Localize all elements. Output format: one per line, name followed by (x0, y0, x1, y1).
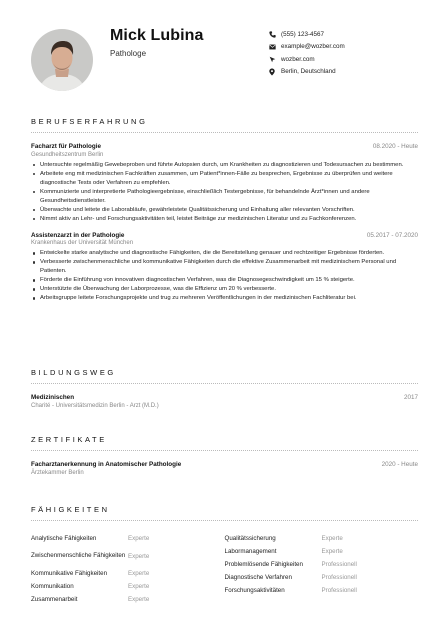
skill-item (225, 532, 419, 545)
job-title: Pathologe (110, 49, 147, 58)
job-dates: 08.2020 - Heute (372, 143, 418, 150)
certificate-issuer: Ärztekammer Berlin (31, 469, 84, 476)
section-divider (31, 450, 418, 451)
bullet-item: Nimmt aktiv an Lehr- und Forschungsaktivitäten teil, leistet Beiträge zur medizinischen Literatur und zu Fachkonferenzen. (31, 215, 418, 224)
skill-item (31, 545, 225, 567)
email-text: example@wozber.com (281, 43, 345, 51)
job-title: Assistenzarzt in der Pathologie (31, 231, 125, 239)
contact-list (268, 28, 345, 78)
contact-phone (268, 28, 345, 41)
link-icon (268, 55, 276, 63)
skill-name: Analytische Fähigkeiten (31, 534, 97, 542)
section-divider (31, 520, 418, 521)
contact-website[interactable] (268, 53, 345, 66)
bullet-item: Überwachte und leitete die Laborabläufe, gewährleistete Qualitätssicherung und Einhaltung aller relevanten Vorschriften. (31, 206, 418, 215)
bullet-item: Verbesserte zwischenmenschliche und kommunikative Fähigkeiten durch die effektive Zusammenarbeit mit medizinischem Personal und Patienten. (31, 258, 418, 276)
contact-location (268, 66, 345, 79)
section-title: BERUFSERFAHRUNG (31, 117, 148, 126)
certificates-section (31, 435, 418, 476)
skill-level: Experte (128, 596, 150, 603)
education-section (31, 368, 418, 409)
skill-name: Zusammenarbeit (31, 595, 78, 603)
certificate-date: 2020 - Heute (381, 461, 418, 468)
job-title: Facharzt für Pathologie (31, 143, 101, 150)
bullet-item: Unterstützte die Überwachung der Laborprozesse, was die Effizienz um 20 % verbesserte. (31, 285, 418, 294)
skill-name: Forschungsaktivitäten (224, 586, 285, 594)
skill-item (31, 532, 225, 545)
profile-photo (31, 29, 93, 91)
section-title: BILDUNGSWEG (31, 368, 116, 377)
skill-item (225, 545, 419, 558)
education-institution: Charité - Universitätsmedizin Berlin - Arzt (M.D.) (31, 402, 159, 409)
skill-name: Diagnostische Verfahren (224, 573, 292, 581)
skill-name: Labormanagement (224, 547, 277, 555)
skills-column-right (225, 532, 419, 606)
skill-level: Experte (321, 535, 343, 542)
job-employer: Gesundheitszentrum Berlin (31, 151, 104, 158)
section-title: FÄHIGKEITEN (31, 505, 110, 514)
job-bullets (31, 161, 418, 224)
skill-item (31, 593, 225, 606)
skill-name: Kommunikation (31, 582, 74, 590)
website-text: wozber.com (281, 55, 315, 63)
contact-email[interactable] (268, 41, 345, 54)
job-entry (31, 232, 418, 304)
skill-name: Kommunikative Fähigkeiten (31, 569, 108, 577)
bullet-item: Untersuchte regelmäßig Gewebeproben und führte Autopsien durch, um Krankheiten zu diagnostizieren und Todesursachen zu bestimmen. (31, 161, 418, 170)
person-name: Mick Lubina (110, 27, 204, 44)
certificate-title: Facharztanerkennung in Anatomischer Pathologie (31, 461, 182, 468)
phone-text: (555) 123-4567 (281, 30, 325, 38)
skill-name: Problemlösende Fähigkeiten (224, 560, 303, 568)
skill-level: Experte (128, 583, 150, 590)
phone-icon (268, 30, 276, 38)
degree-title: Medizinischen (31, 394, 75, 401)
skill-item (225, 558, 419, 571)
bullet-item: Förderte die Einführung von innovativen diagnostischen Verfahren, was die Diagnosegeschwindigkeit um 15 % steigerte. (31, 276, 418, 285)
job-bullets (31, 249, 418, 303)
location-pin-icon (268, 68, 276, 76)
education-entry (31, 394, 418, 409)
section-title: ZERTIFIKATE (31, 435, 107, 444)
location-text: Berlin, Deutschland (281, 68, 336, 76)
experience-section (31, 117, 418, 303)
skill-level: Experte (128, 570, 150, 577)
skill-name: Qualitätssicherung (224, 534, 276, 542)
bullet-item: Kommunizierte und interpretierte Pathologieergebnisse, einschließlich Testergebnisse, für behandelnde Ärzt*innen und andere Gesundheitsdienstleister. (31, 188, 418, 206)
skills-column-left (31, 532, 225, 606)
education-date: 2017 (403, 394, 418, 401)
bullet-item: Entwickelte starke analytische und diagnostische Fähigkeiten, die die Bereitstellung genauer und rechtzeitiger Ergebnisse förderten. (31, 249, 418, 258)
skill-level: Experte (128, 552, 150, 560)
skill-level: Experte (321, 548, 343, 555)
skill-item (31, 567, 225, 580)
skill-item (225, 584, 419, 597)
bullet-item: Arbeitete eng mit medizinischen Fachkräften zusammen, um Patient*innen-Fälle zu besprechen, Ergebnisse zu überprüfen und weitere diagnostische Tests oder Verfahren zu empfehlen. (31, 170, 418, 188)
certificate-entry (31, 461, 418, 476)
bullet-item: Arbeitsgruppe leitete Forschungsprojekte und trug zu mehreren Veröffentlichungen in der medizinischen Fachliteratur bei. (31, 294, 418, 303)
skill-level: Professionell (321, 587, 357, 594)
section-divider (31, 132, 418, 133)
skills-section (31, 505, 418, 606)
job-dates: 05.2017 - 07.2020 (366, 231, 418, 239)
section-divider (31, 383, 418, 384)
email-icon (268, 43, 276, 51)
skill-item (225, 571, 419, 584)
job-employer: Krankenhaus der Universität München (31, 240, 134, 246)
skill-level: Professionell (321, 561, 357, 568)
job-entry (31, 143, 418, 224)
skill-item (31, 580, 225, 593)
skill-level: Experte (128, 535, 150, 542)
skill-name: Zwischenmenschliche Fähigkeiten (31, 552, 126, 560)
skill-level: Professionell (321, 574, 357, 581)
